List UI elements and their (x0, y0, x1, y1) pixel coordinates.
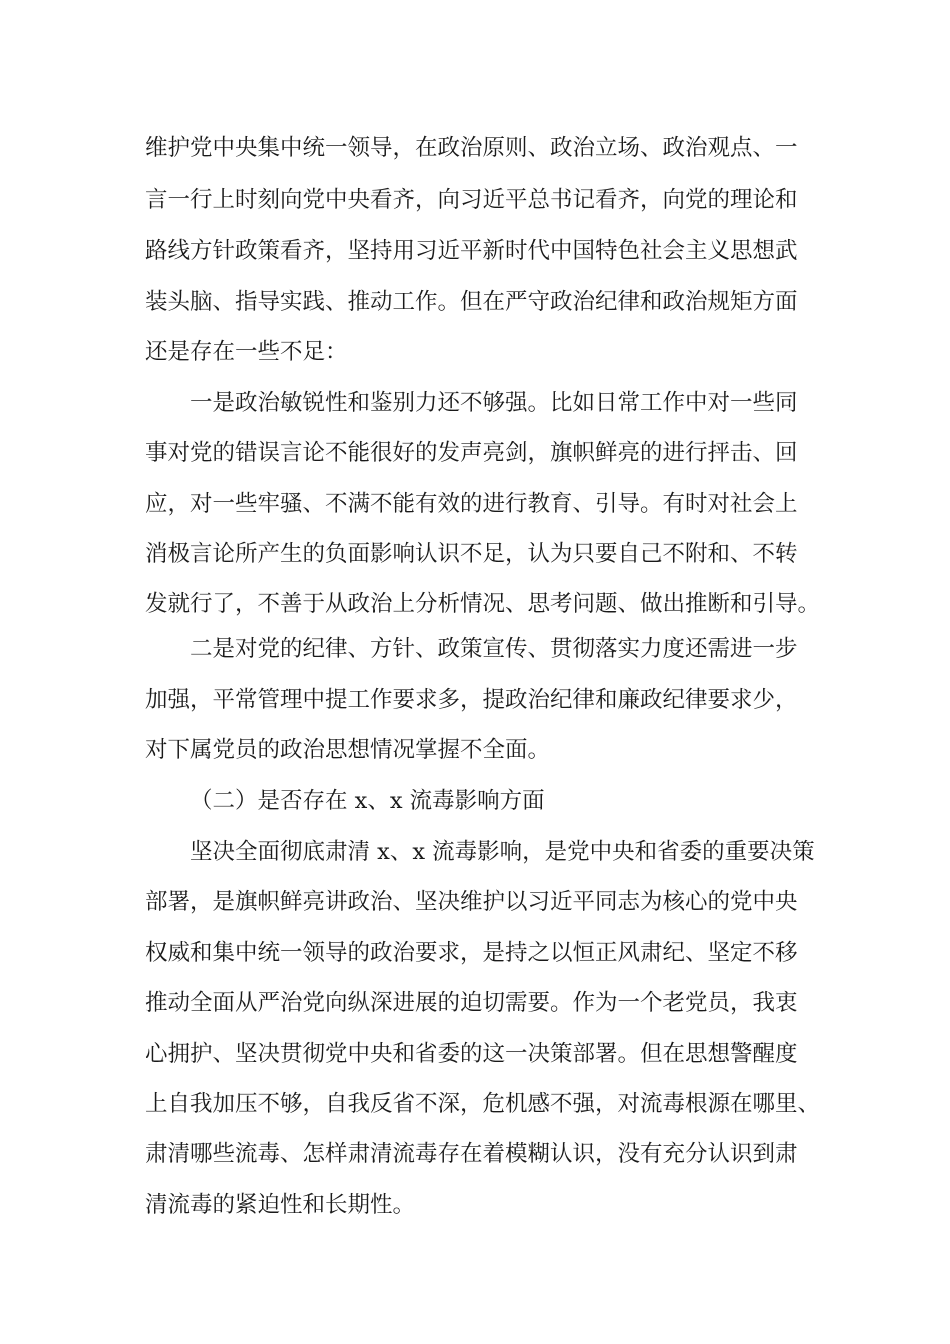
text-line: 清流毒的紧迫性和长期性。 (145, 1192, 416, 1218)
text-line: 肃清哪些流毒、怎样肃清流毒存在着模糊认识，没有充分认识到肃 (145, 1141, 798, 1167)
text-line: 事对党的错误言论不能很好的发声亮剑，旗帜鲜亮的进行抨击、回 (145, 440, 798, 466)
text-line: 维护党中央集中统一领导，在政治原则、政治立场、政治观点、一 (145, 135, 798, 161)
text-line: 路线方针政策看齐，坚持用习近平新时代中国特色社会主义思想武 (145, 238, 798, 264)
text-line: 心拥护、坚决贯彻党中央和省委的这一决策部署。但在思想警醒度 (145, 1041, 798, 1067)
text-line: 权威和集中统一领导的政治要求，是持之以恒正风肃纪、坚定不移 (145, 940, 798, 966)
text-line: 还是存在一些不足： (145, 339, 348, 365)
text-line: 加强，平常管理中提工作要求多，提政治纪律和廉政纪律要求少， (145, 687, 798, 713)
paragraph-first-line: 坚决全面彻底肃清 x、x 流毒影响，是党中央和省委的重要决策 (190, 839, 815, 865)
text-line: 消极言论所产生的负面影响认识不足，认为只要自己不附和、不转 (145, 541, 798, 567)
paragraph-first-line: 二是对党的纪律、方针、政策宣传、贯彻落实力度还需进一步 (190, 636, 798, 662)
text-line: 装头脑、指导实践、推动工作。但在严守政治纪律和政治规矩方面 (145, 289, 798, 315)
paragraph-first-line: 一是政治敏锐性和鉴别力还不够强。比如日常工作中对一些同 (190, 390, 798, 416)
text-line: 部署，是旗帜鲜亮讲政治、坚决维护以习近平同志为核心的党中央 (145, 889, 798, 915)
text-line: 推动全面从严治党向纵深进展的迫切需要。作为一个老党员，我衷 (145, 990, 798, 1016)
text-line: 发就行了，不善于从政治上分析情况、思考问题、做出推断和引导。 (145, 591, 821, 617)
text-line: 对下属党员的政治思想情况掌握不全面。 (145, 737, 551, 763)
text-line: 应，对一些牢骚、不满不能有效的进行教育、引导。有时对社会上 (145, 491, 798, 517)
section-heading: （二）是否存在 x、x 流毒影响方面 (190, 788, 545, 814)
text-line: 上自我加压不够，自我反省不深，危机感不强，对流毒根源在哪里、 (145, 1091, 821, 1117)
text-line: 言一行上时刻向党中央看齐，向习近平总书记看齐，向党的理论和 (145, 187, 798, 213)
